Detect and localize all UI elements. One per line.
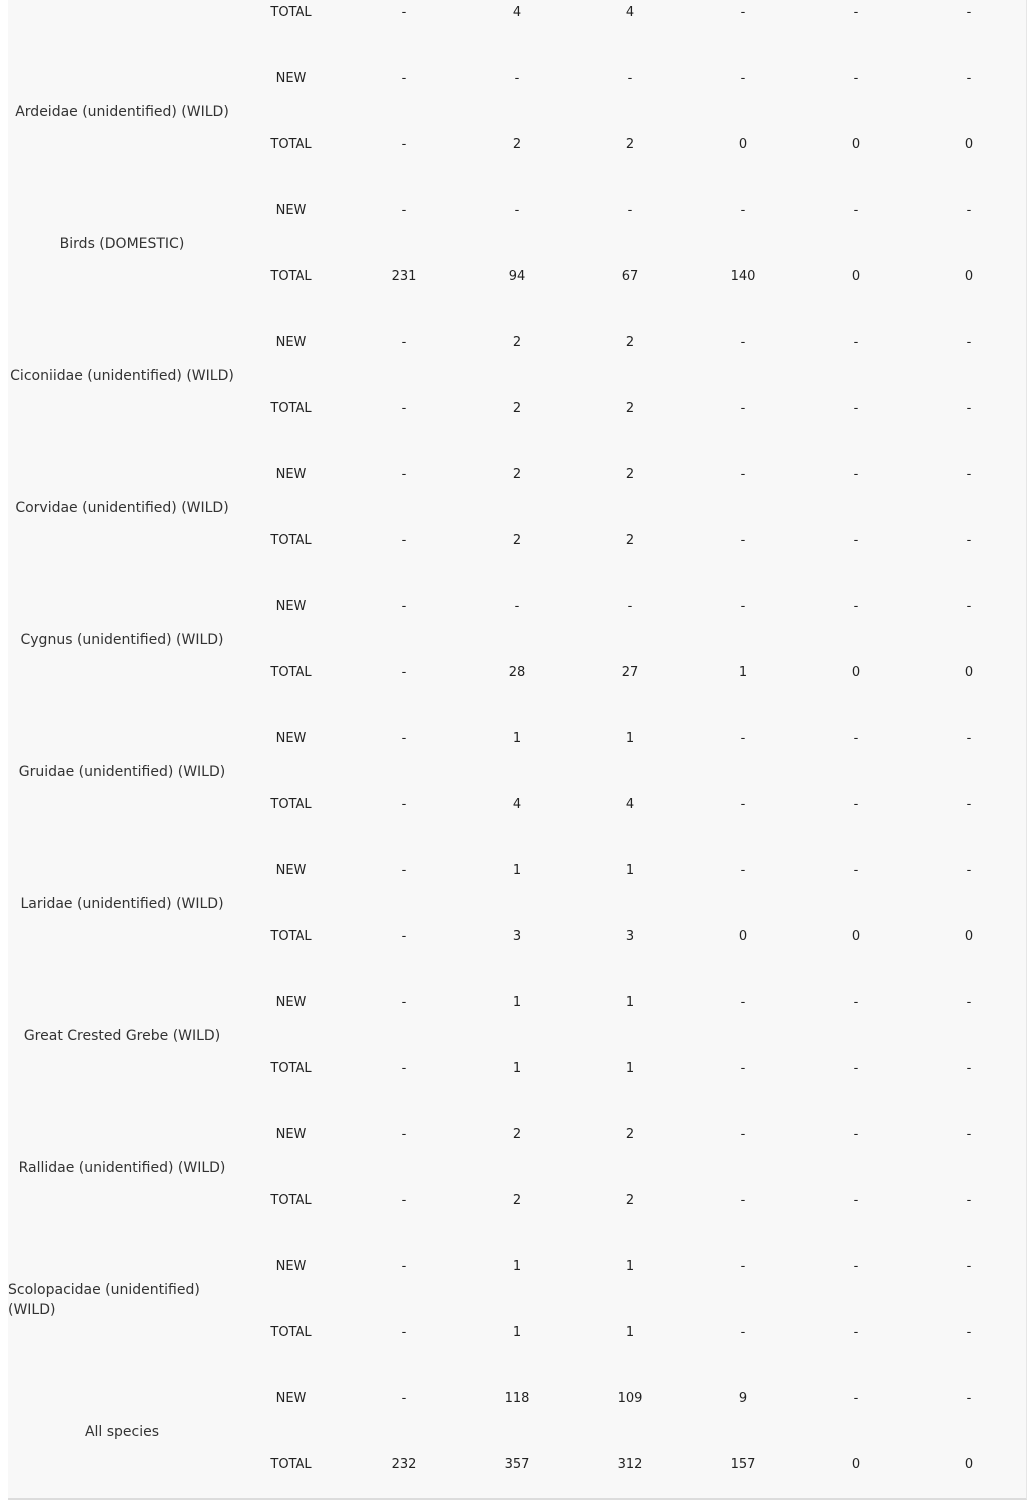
species-group: [8, 310, 1026, 442]
table-cell: -: [401, 71, 407, 86]
species-name: Ardeidae (unidentified) (WILD): [15, 104, 229, 120]
table-cell: -: [740, 335, 746, 350]
table-cell: -: [401, 1061, 407, 1076]
row-type-label: NEW: [275, 599, 307, 614]
table-cell: -: [740, 1325, 746, 1340]
table-cell: 0: [964, 137, 974, 152]
table-cell: 9: [738, 1391, 748, 1406]
table-row-total: [8, 1189, 1026, 1213]
table-cell: 1: [625, 863, 635, 878]
table-row-new: [8, 331, 1026, 355]
table-cell: -: [740, 533, 746, 548]
table-row-total: [8, 1057, 1026, 1081]
table-cell: -: [627, 599, 633, 614]
table-cell: 3: [625, 929, 635, 944]
table-row-total: [8, 265, 1026, 289]
table-cell: -: [853, 1325, 859, 1340]
table-cell: 2: [625, 1127, 635, 1142]
table-row-new: [8, 1123, 1026, 1147]
table-cell: 109: [617, 1391, 643, 1406]
row-type-label: NEW: [275, 731, 307, 746]
table-row-new: [8, 991, 1026, 1015]
table-row-new: [8, 859, 1026, 883]
table-cell: 1: [512, 1259, 522, 1274]
table-cell: -: [966, 731, 972, 746]
table-cell: -: [966, 797, 972, 812]
table-cell: 2: [512, 467, 522, 482]
table-row-new: [8, 595, 1026, 619]
table-row-total: [8, 1453, 1026, 1477]
species-name: Rallidae (unidentified) (WILD): [18, 1160, 226, 1176]
table-cell: 2: [512, 533, 522, 548]
species-group: [8, 1234, 1026, 1366]
table-cell: -: [740, 863, 746, 878]
table-cell: 1: [625, 1061, 635, 1076]
species-group: [8, 706, 1026, 838]
table-cell: -: [853, 5, 859, 20]
table-cell: 2: [625, 401, 635, 416]
table-cell: 94: [508, 269, 526, 284]
table-cell: -: [853, 533, 859, 548]
table-cell: 2: [512, 401, 522, 416]
table-cell: -: [401, 665, 407, 680]
row-type-label: NEW: [275, 203, 307, 218]
table-row-total: [8, 529, 1026, 553]
species-name: Corvidae (unidentified) (WILD): [15, 500, 229, 516]
species-name: Gruidae (unidentified) (WILD): [18, 764, 226, 780]
table-cell: -: [740, 5, 746, 20]
table-cell: 0: [964, 665, 974, 680]
table-cell: -: [966, 467, 972, 482]
table-cell: 0: [964, 1457, 974, 1472]
row-type-label: NEW: [275, 335, 307, 350]
table-cell: -: [401, 995, 407, 1010]
table-cell: -: [853, 995, 859, 1010]
table-row-total: [8, 397, 1026, 421]
table-cell: -: [853, 467, 859, 482]
row-type-label: NEW: [275, 1127, 307, 1142]
table-cell: 0: [851, 665, 861, 680]
row-type-label: TOTAL: [270, 401, 312, 416]
table-cell: -: [401, 335, 407, 350]
table-cell: 1: [625, 1259, 635, 1274]
species-group: [8, 442, 1026, 574]
table-row-total: [8, 133, 1026, 157]
table-cell: -: [966, 1127, 972, 1142]
table-cell: -: [401, 797, 407, 812]
species-name: Scolopacidae (unidentified) (WILD): [8, 1282, 200, 1318]
table-cell: 4: [512, 5, 522, 20]
table-row-total: [8, 1321, 1026, 1345]
species-name: Great Crested Grebe (WILD): [23, 1028, 221, 1044]
table-cell: -: [401, 731, 407, 746]
table-cell: 2: [512, 137, 522, 152]
table-cell: 3: [512, 929, 522, 944]
table-cell: 0: [964, 269, 974, 284]
species-name: All species: [84, 1424, 160, 1440]
table-cell: -: [853, 401, 859, 416]
table-cell: -: [740, 203, 746, 218]
table-cell: -: [853, 335, 859, 350]
table-cell: 1: [512, 995, 522, 1010]
table-cell: -: [401, 929, 407, 944]
table-cell: 4: [625, 797, 635, 812]
table-cell: 67: [621, 269, 639, 284]
table-cell: 1: [512, 1325, 522, 1340]
table-cell: -: [627, 71, 633, 86]
table-cell: 2: [625, 1193, 635, 1208]
table-cell: -: [853, 1391, 859, 1406]
table-cell: -: [966, 599, 972, 614]
species-name: Birds (DOMESTIC): [59, 236, 185, 252]
row-type-label: TOTAL: [270, 1193, 312, 1208]
table-cell: -: [740, 995, 746, 1010]
table-cell: -: [740, 401, 746, 416]
row-type-label: TOTAL: [270, 1457, 312, 1472]
table-cell: -: [966, 1325, 972, 1340]
table-cell: -: [401, 137, 407, 152]
table-cell: -: [740, 467, 746, 482]
table-cell: -: [966, 203, 972, 218]
table-cell: -: [401, 1391, 407, 1406]
table-cell: -: [401, 599, 407, 614]
table-cell: -: [740, 731, 746, 746]
table-cell: 4: [625, 5, 635, 20]
row-type-label: TOTAL: [270, 533, 312, 548]
table-row-new: [8, 67, 1026, 91]
table-cell: 312: [617, 1457, 643, 1472]
table-cell: 0: [851, 137, 861, 152]
table-row-new: [8, 1387, 1026, 1411]
table-cell: 140: [730, 269, 756, 284]
table-cell: 28: [508, 665, 526, 680]
table-cell: -: [853, 1193, 859, 1208]
table-cell: 1: [625, 1325, 635, 1340]
table-cell: -: [853, 599, 859, 614]
table-cell: -: [740, 1127, 746, 1142]
table-cell: 27: [621, 665, 639, 680]
table-cell: -: [966, 1061, 972, 1076]
table-row-new: [8, 727, 1026, 751]
table-cell: -: [627, 203, 633, 218]
table-cell: -: [853, 731, 859, 746]
table-cell: 2: [512, 1193, 522, 1208]
table-cell: -: [966, 71, 972, 86]
table-cell: 1: [512, 1061, 522, 1076]
species-name: Cygnus (unidentified) (WILD): [20, 632, 224, 648]
table-row-total: [8, 1, 1026, 25]
species-group-all: [8, 1366, 1026, 1498]
row-type-label: TOTAL: [270, 137, 312, 152]
table-cell: -: [853, 71, 859, 86]
table-cell: -: [740, 797, 746, 812]
table-cell: -: [853, 203, 859, 218]
table-cell: 1: [512, 863, 522, 878]
species-group: [8, 46, 1026, 178]
species-outbreak-table: [8, 0, 1027, 1500]
table-cell: 1: [625, 995, 635, 1010]
table-cell: -: [740, 1259, 746, 1274]
row-type-label: NEW: [275, 71, 307, 86]
table-cell: 2: [625, 533, 635, 548]
table-cell: -: [853, 1259, 859, 1274]
table-cell: 232: [391, 1457, 417, 1472]
table-cell: -: [740, 1193, 746, 1208]
table-row-total: [8, 793, 1026, 817]
table-cell: -: [853, 797, 859, 812]
table-cell: 157: [730, 1457, 756, 1472]
table-cell: -: [853, 1061, 859, 1076]
row-type-label: NEW: [275, 995, 307, 1010]
table-row-new: [8, 463, 1026, 487]
table-cell: -: [401, 1193, 407, 1208]
table-cell: -: [740, 599, 746, 614]
table-cell: 0: [738, 137, 748, 152]
table-cell: -: [740, 71, 746, 86]
table-cell: -: [401, 1127, 407, 1142]
table-cell: -: [401, 203, 407, 218]
table-cell: 1: [738, 665, 748, 680]
table-row-new: [8, 1255, 1026, 1279]
table-cell: -: [514, 599, 520, 614]
table-cell: -: [966, 401, 972, 416]
table-cell: 357: [504, 1457, 530, 1472]
species-name: Laridae (unidentified) (WILD): [20, 896, 224, 912]
row-type-label: TOTAL: [270, 5, 312, 20]
table-cell: -: [853, 863, 859, 878]
table-cell: -: [740, 1061, 746, 1076]
row-type-label: NEW: [275, 1391, 307, 1406]
table-cell: -: [401, 1325, 407, 1340]
table-cell: 2: [512, 1127, 522, 1142]
table-cell: -: [966, 5, 972, 20]
table-cell: 0: [851, 1457, 861, 1472]
species-group: [8, 178, 1026, 310]
table-cell: 0: [851, 929, 861, 944]
species-group: [8, 970, 1026, 1102]
table-cell: 2: [625, 335, 635, 350]
table-cell: -: [966, 1193, 972, 1208]
row-type-label: TOTAL: [270, 1061, 312, 1076]
row-type-label: NEW: [275, 863, 307, 878]
row-type-label: TOTAL: [270, 1325, 312, 1340]
species-name: Ciconiidae (unidentified) (WILD): [10, 368, 234, 384]
row-type-label: TOTAL: [270, 797, 312, 812]
table-cell: 118: [504, 1391, 530, 1406]
row-type-label: TOTAL: [270, 269, 312, 284]
table-cell: -: [401, 533, 407, 548]
table-cell: 2: [625, 137, 635, 152]
table-row-total: [8, 661, 1026, 685]
table-cell: -: [966, 1259, 972, 1274]
table-cell: 231: [391, 269, 417, 284]
table-cell: -: [966, 533, 972, 548]
table-cell: -: [401, 863, 407, 878]
species-group: [8, 574, 1026, 706]
row-type-label: TOTAL: [270, 665, 312, 680]
row-type-label: TOTAL: [270, 929, 312, 944]
table-cell: -: [401, 5, 407, 20]
species-group: [8, 838, 1026, 970]
table-cell: -: [966, 863, 972, 878]
table-cell: -: [853, 1127, 859, 1142]
table-cell: 2: [512, 335, 522, 350]
table-cell: 1: [512, 731, 522, 746]
table-row-total: [8, 925, 1026, 949]
table-cell: 0: [738, 929, 748, 944]
row-type-label: NEW: [275, 467, 307, 482]
row-type-label: NEW: [275, 1259, 307, 1274]
table-cell: 0: [851, 269, 861, 284]
table-cell: 1: [625, 731, 635, 746]
table-cell: 0: [964, 929, 974, 944]
table-cell: -: [401, 1259, 407, 1274]
table-cell: -: [966, 1391, 972, 1406]
table-cell: -: [966, 995, 972, 1010]
table-cell: -: [401, 401, 407, 416]
table-cell: -: [514, 71, 520, 86]
table-cell: 4: [512, 797, 522, 812]
species-group: [8, 1102, 1026, 1234]
table-cell: -: [514, 203, 520, 218]
table-cell: -: [401, 467, 407, 482]
table-row-new: [8, 199, 1026, 223]
table-cell: 2: [625, 467, 635, 482]
table-cell: -: [966, 335, 972, 350]
